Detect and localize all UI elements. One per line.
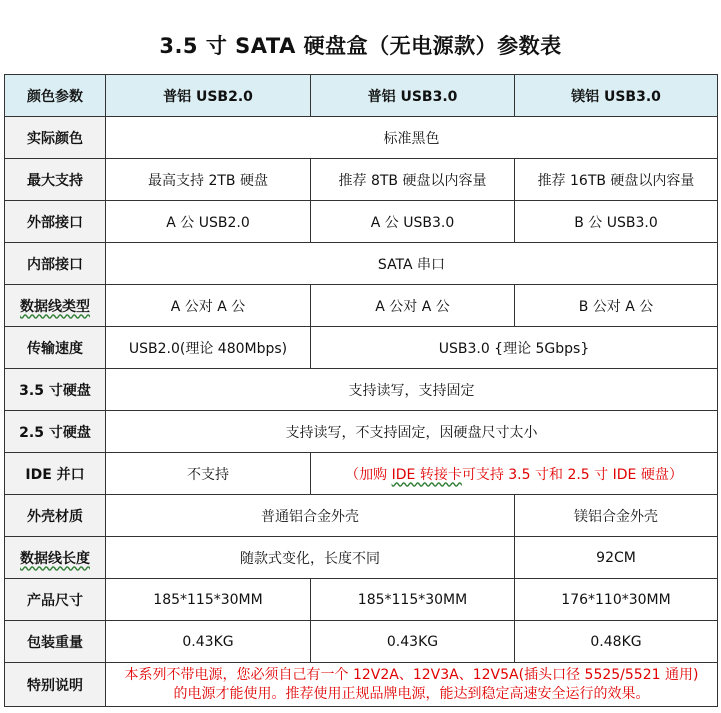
cell-value: 推荐 16TB 硬盘以内容量	[515, 159, 718, 201]
cell-value: 支持读写，不支持固定，因硬盘尺寸太小	[106, 411, 718, 453]
cell-value: 最高支持 2TB 硬盘	[106, 159, 311, 201]
cell-value: A 公对 A 公	[106, 285, 311, 327]
row-label: 2.5 寸硬盘	[5, 411, 106, 453]
row-label: 特别说明	[5, 663, 106, 707]
row-label	[5, 285, 106, 327]
cell-value: USB3.0 {理论 5Gbps}	[311, 327, 718, 369]
cell-value: 标准黑色	[106, 117, 718, 159]
cell-value: 推荐 8TB 硬盘以内容量	[311, 159, 515, 201]
table-row	[5, 327, 718, 369]
table-row	[5, 201, 718, 243]
row-label: 外部接口	[5, 201, 106, 243]
table-row	[5, 663, 718, 707]
row-label: 传输速度	[5, 327, 106, 369]
cell-value: A 公对 A 公	[311, 285, 515, 327]
table-row	[5, 537, 718, 579]
row-label	[5, 537, 106, 579]
row-label: IDE 并口	[5, 453, 106, 495]
cell-value: 185*115*30MM	[106, 579, 311, 621]
ide-note-suffix: 可支持 3.5 寸和 2.5 寸 IDE 硬盘）	[461, 466, 683, 483]
cell-value: 普通铝合金外壳	[106, 495, 515, 537]
cell-value	[311, 453, 718, 495]
table-row	[5, 159, 718, 201]
cell-value: A 公 USB3.0	[311, 201, 515, 243]
cell-value: 176*110*30MM	[515, 579, 718, 621]
header-label: 颜色参数	[5, 75, 106, 117]
row-label: 实际颜色	[5, 117, 106, 159]
cell-value: A 公 USB2.0	[106, 201, 311, 243]
table-row	[5, 243, 718, 285]
cell-value: 92CM	[515, 537, 718, 579]
ide-note-prefix: （加购	[345, 466, 392, 483]
cell-value: B 公对 A 公	[515, 285, 718, 327]
row-label: 内部接口	[5, 243, 106, 285]
row-label-text: 数据线长度	[20, 550, 90, 567]
table-row	[5, 621, 718, 663]
header-col1: 普铝 USB2.0	[106, 75, 311, 117]
page-title: 3.5 寸 SATA 硬盘盒（无电源款）参数表	[159, 34, 562, 58]
cell-value: SATA 串口	[106, 243, 718, 285]
row-label: 产品尺寸	[5, 579, 106, 621]
table-row	[5, 495, 718, 537]
header-col3: 镁铝 USB3.0	[515, 75, 718, 117]
cell-value: B 公 USB3.0	[515, 201, 718, 243]
table-row-header	[5, 75, 718, 117]
table-row	[5, 117, 718, 159]
row-label: 3.5 寸硬盘	[5, 369, 106, 411]
table-row	[5, 453, 718, 495]
row-label: 外壳材质	[5, 495, 106, 537]
cell-value: USB2.0(理论 480Mbps)	[106, 327, 311, 369]
cell-value: 185*115*30MM	[311, 579, 515, 621]
header-col2: 普铝 USB3.0	[311, 75, 515, 117]
spec-table	[4, 74, 718, 707]
ide-note-adapter: IDE 转接卡	[391, 466, 462, 483]
special-note-line1: 本系列不带电源，您必须自己有一个 12V2A、12V3A、12V5A(插头口径 5525/5521 通用)	[124, 666, 699, 683]
table-row	[5, 411, 718, 453]
special-note-line2: 的电源才能使用。推荐使用正规品牌电源，能达到稳定高速安全运行的效果。	[173, 685, 650, 702]
cell-value: 0.43KG	[106, 621, 311, 663]
cell-value: 0.43KG	[311, 621, 515, 663]
table-row	[5, 369, 718, 411]
cell-value: 不支持	[106, 453, 311, 495]
table-row	[5, 579, 718, 621]
row-label-text: 数据线类型	[20, 298, 90, 315]
cell-value: 镁铝合金外壳	[515, 495, 718, 537]
special-note	[106, 663, 718, 707]
table-row	[5, 285, 718, 327]
cell-value: 支持读写，支持固定	[106, 369, 718, 411]
cell-value: 0.48KG	[515, 621, 718, 663]
row-label: 最大支持	[5, 159, 106, 201]
cell-value: 随款式变化，长度不同	[106, 537, 515, 579]
row-label: 包装重量	[5, 621, 106, 663]
